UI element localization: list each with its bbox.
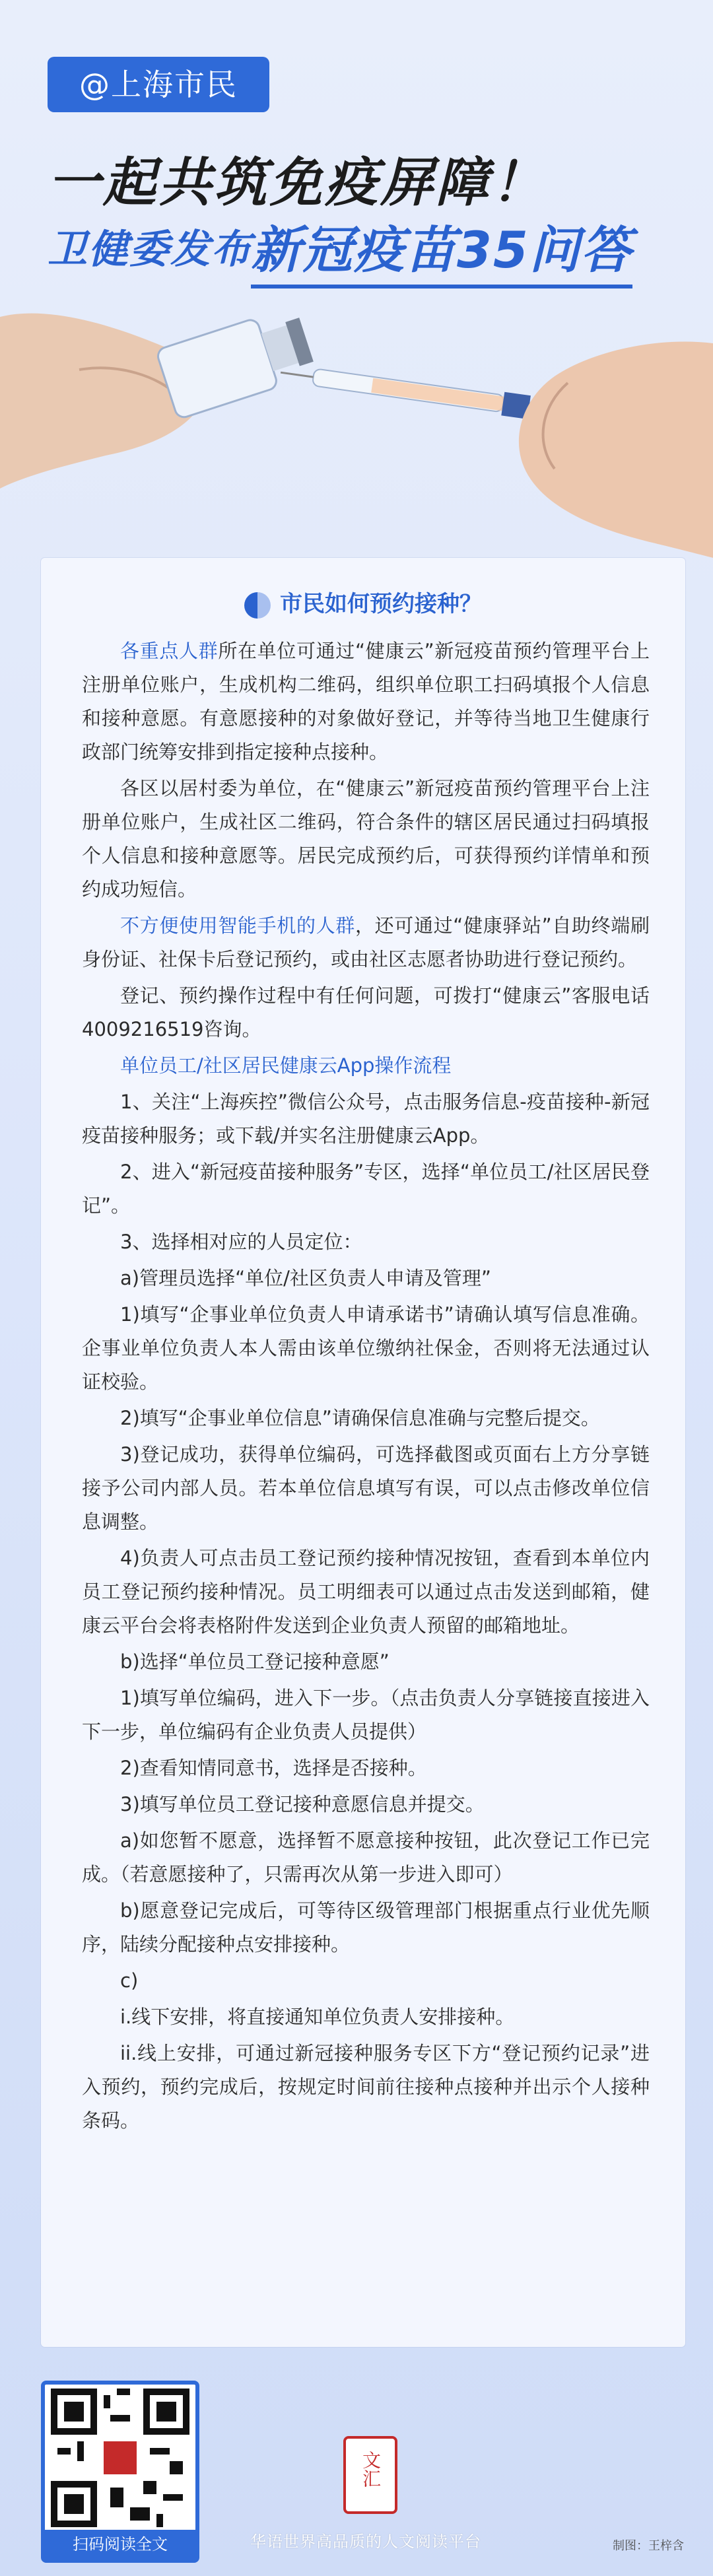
step: b)愿意登记完成后，可等待区级管理部门根据重点行业优先顺序，陆续分配接种点安排接种。: [82, 1899, 650, 1955]
qr-label: 扫码阅读全文: [45, 2530, 195, 2559]
page-title: 一起共筑免疫屏障！: [48, 152, 547, 213]
wenhui-logo: [343, 2436, 397, 2514]
step: 2、进入“新冠疫苗接种服务”专区，选择“单位员工/社区居民登记”。: [82, 1161, 650, 1217]
step: c): [120, 1969, 139, 1992]
highlight: 不方便使用智能手机的人群: [120, 914, 355, 937]
subtitle-prefix: 卫健委发布: [48, 226, 252, 273]
logo-text: 文汇: [360, 2451, 382, 2488]
content-card: [41, 558, 685, 2347]
qr-code-icon: [49, 2389, 191, 2527]
credit: 制图：王梓含: [613, 2539, 684, 2553]
step: 3、选择相对应的人员定位：: [120, 1231, 362, 1253]
paragraph: [82, 979, 650, 1046]
step: 4)负责人可点击员工登记预约接种情况按钮，查看到本单位内员工登记预约接种情况。员工明细表可以通过点击发送到邮箱，健康云平台会将表格附件发送到企业负责人预留的邮箱地址。: [82, 1547, 650, 1637]
paragraph-text: 各区以居村委为单位，在“健康云”新冠疫苗预约管理平台上注册单位账户，生成社区二维码，符合条件的辖区居民通过扫码填报个人信息和接种意愿等。居民完成预约后，可获得预约详情单和预约成功短信。: [82, 777, 650, 900]
subtitle-main: 新冠疫苗35问答: [251, 210, 632, 288]
step: 3)登记成功，获得单位编码，可选择截图或页面右上方分享链接予公司内部人员。若本单位信息填写有误，可以点击修改单位信息调整。: [82, 1443, 650, 1533]
paragraph-text: 登记、预约操作过程中有任何问题，可拨打“健康云”客服电话4009216519咨询。: [82, 984, 650, 1040]
section-heading: [41, 586, 685, 619]
step: 1)填写“企事业单位负责人申请承诺书”请确认填写信息准确。企事业单位负责人本人需由该单位缴纳社保金，否则将无法通过认证校验。: [82, 1303, 650, 1393]
step: a)如您暂不愿意，选择暂不愿意接种按钮，此次登记工作已完成。（若意愿接种了，只需再次从第一步进入即可）: [82, 1829, 650, 1885]
step: 2)查看知情同意书，选择是否接种。: [120, 1757, 427, 1779]
vaccine-illustration: [0, 290, 713, 568]
highlight: 各重点人群: [120, 640, 219, 662]
step: 1、关注“上海疾控”微信公众号，点击服务信息-疫苗接种-新冠疫苗接种服务；或下载/并实名注册健康云App。: [82, 1091, 650, 1147]
paragraph: [82, 909, 650, 976]
paragraph-text: ，还可通过“健康驿站”自助终端刷身份证、社保卡后登记预约，或由社区志愿者协助进行登记预约。: [82, 914, 650, 970]
footer: [0, 2370, 713, 2576]
paragraph: [82, 634, 650, 769]
location-tag: @上海市民: [48, 57, 269, 112]
step: a)管理员选择“单位/社区负责人申请及管理”: [120, 1267, 491, 1289]
qr-code[interactable]: [41, 2381, 199, 2563]
paragraph: [82, 772, 650, 906]
step: 1)填写单位编码，进入下一步。（点击负责人分享链接直接进入下一步，单位编码有企业负责人员提供）: [82, 1687, 650, 1743]
step: i.线下安排，将直接通知单位负责人安排接种。: [120, 2006, 515, 2028]
section-heading-text: 市民如何预约接种？: [280, 591, 482, 617]
slogan: 华语世界高品质的人文阅读平台: [250, 2532, 481, 2551]
step: 2)填写“企事业单位信息”请确保信息准确与完整后提交。: [120, 1407, 600, 1429]
sub-heading: 单位员工/社区居民健康云App操作流程: [120, 1054, 452, 1077]
step: 3)填写单位员工登记接种意愿信息并提交。: [120, 1793, 485, 1815]
paragraph-text: 所在单位可通过“健康云”新冠疫苗预约管理平台上注册单位账户，生成机构二维码，组织单位职工扫码填报个人信息和接种意愿。有意愿接种的对象做好登记，并等待当地卫生健康行政部门统筹安排到指定接种点接种。: [82, 640, 650, 763]
article-body: [82, 634, 650, 2140]
step: b)选择“单位员工登记接种意愿”: [120, 1650, 390, 1673]
heading-dot-icon: [244, 592, 271, 619]
step: ii.线上安排，可通过新冠接种服务专区下方“登记预约记录”进入预约，预约完成后，按规定时间前往接种点接种并出示个人接种条码。: [82, 2042, 650, 2132]
